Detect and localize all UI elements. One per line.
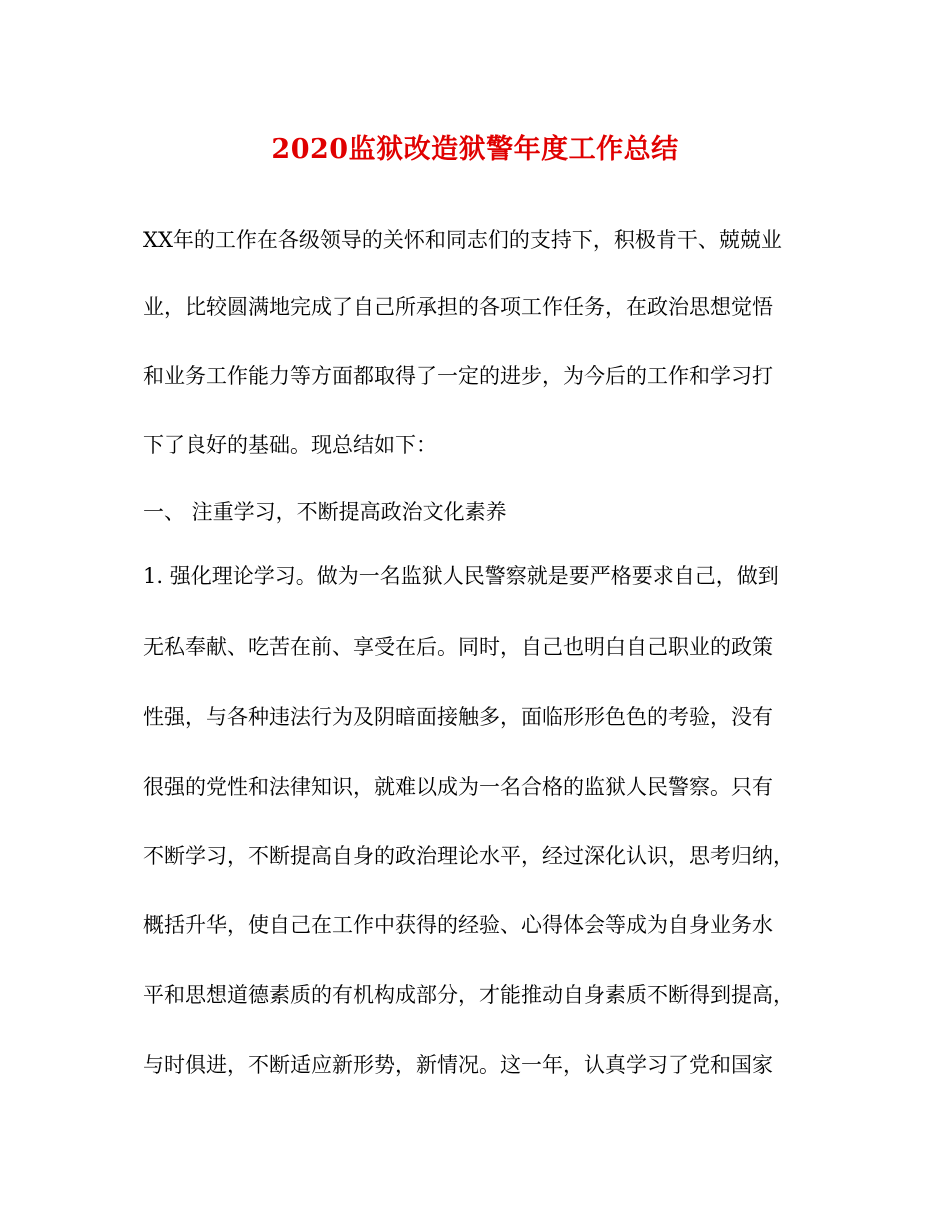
paragraph-line: 1. 强化理论学习。做为一名监狱人民警察就是要严格要求自己，做到 xyxy=(143,564,779,588)
paragraph-line: 与时俱进，不断适应新形势，新情况。这一年，认真学习了党和国家 xyxy=(143,1053,773,1077)
paragraph-line: 业，比较圆满地完成了自己所承担的各项工作任务，在政治思想觉悟 xyxy=(143,295,773,319)
paragraph-line: 不断学习，不断提高自身的政治理论水平，经过深化认识，思考归纳， xyxy=(143,844,794,868)
paragraph-line: 概括升华，使自己在工作中获得的经验、心得体会等成为自身业务水 xyxy=(143,913,773,937)
paragraph-line: 平和思想道德素质的有机构成部分，才能推动自身素质不断得到提高， xyxy=(143,983,794,1007)
document-title: 2020监狱改造狱警年度工作总结 xyxy=(271,134,679,165)
paragraph-line: 性强，与各种违法行为及阴暗面接触多，面临形形色色的考验，没有 xyxy=(143,705,773,729)
paragraph-line: 很强的党性和法律知识，就难以成为一名合格的监狱人民警察。只有 xyxy=(143,775,773,799)
paragraph-line: 和业务工作能力等方面都取得了一定的进步，为今后的工作和学习打 xyxy=(143,364,773,388)
paragraph-line: XX年的工作在各级领导的关怀和同志们的支持下，积极肯干、兢兢业 xyxy=(143,228,782,252)
paragraph-line: 无私奉献、吃苦在前、享受在后。同时，自己也明白自己职业的政策 xyxy=(143,635,773,659)
paragraph-line: 下了良好的基础。现总结如下： xyxy=(143,433,437,457)
section-heading: 一、 注重学习，不断提高政治文化素养 xyxy=(143,500,507,524)
